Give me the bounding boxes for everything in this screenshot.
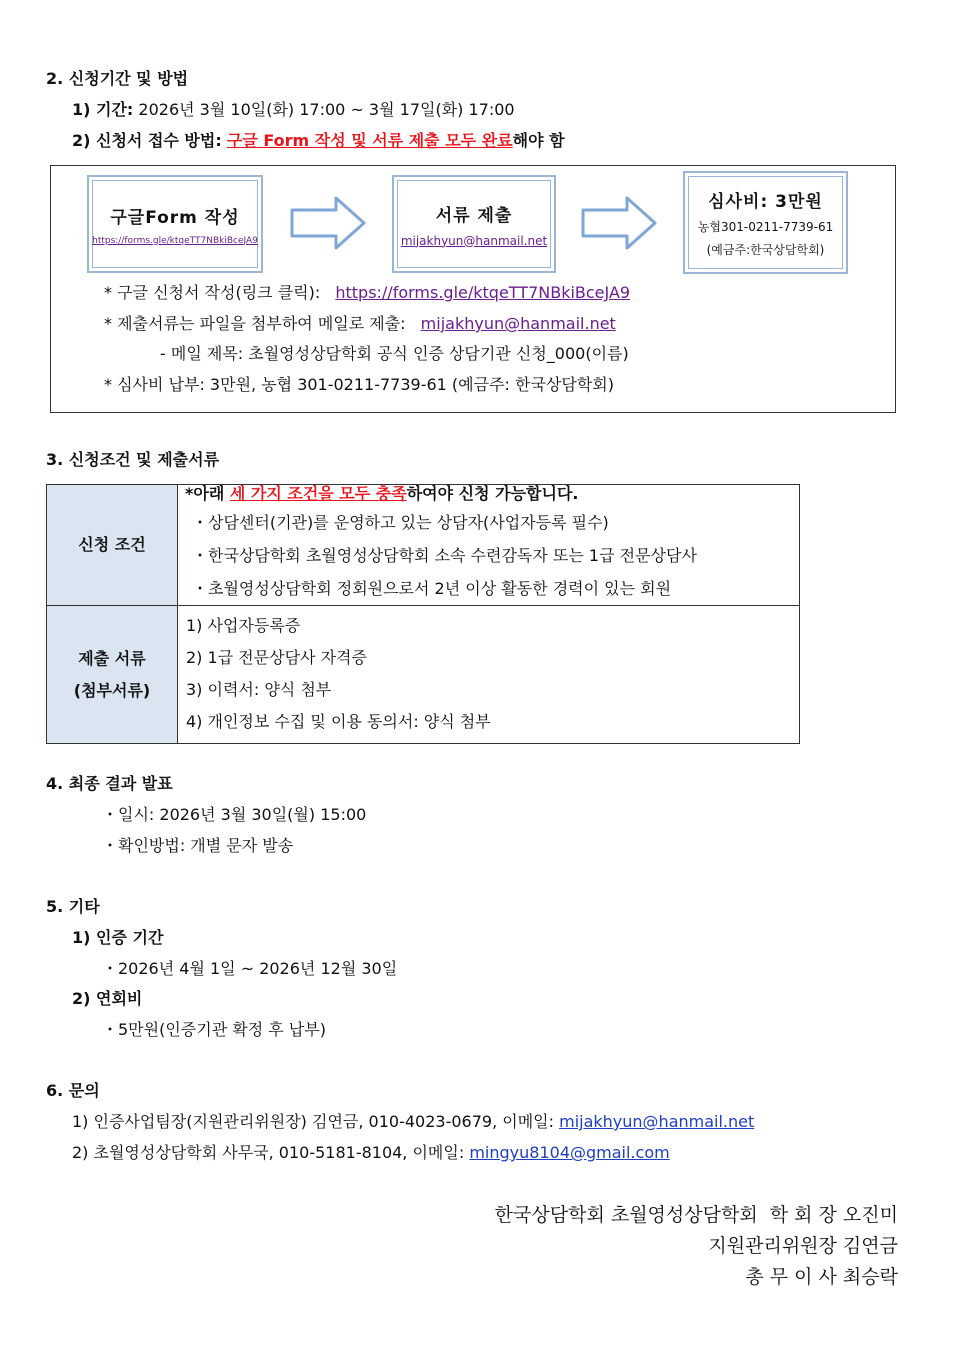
conditions-intro-red: 세 가지 조건을 모두 충족: [229, 484, 407, 503]
method-row: [72, 128, 565, 151]
note-google-form-link[interactable]: https://forms.gle/ktqeTT7NBkiBceJA9: [335, 283, 631, 302]
period-row: [72, 97, 515, 120]
signature-committee-chair: 지원관리위원장 김연금: [708, 1235, 898, 1257]
section-2-heading: 2. 신청기간 및 방법: [46, 69, 189, 88]
contact-1-text: 1) 인증사업팀장(지원관리위원장) 김연금, 010-4023-0679, 이메일:: [72, 1112, 555, 1131]
note-email-submit: [104, 311, 616, 334]
signature-general-director: 총 무 이 사 최승락: [745, 1266, 898, 1288]
conditions-intro: [178, 485, 799, 513]
certification-period-value: ・2026년 4월 1일 ~ 2026년 12월 30일: [102, 959, 398, 978]
contact-2: [72, 1140, 670, 1163]
document-item: 2) 1급 전문상담사 자격증: [186, 648, 367, 667]
conditions-table: [46, 484, 800, 744]
right-arrow-icon: [290, 196, 366, 250]
period-value: 2026년 3월 10일(화) 17:00 ~ 3월 17일(화) 17:00: [138, 100, 515, 119]
method-suffix: 해야 함: [512, 131, 565, 150]
flow-step-documents-title: 서류 제출: [435, 205, 513, 226]
document-item: 4) 개인정보 수집 및 이용 동의서: 양식 첨부: [186, 712, 491, 731]
note-fee: * 심사비 납부: 3만원, 농협 301-0211-7739-61 (예금주: 한국상담학회): [104, 375, 614, 394]
contact-2-email[interactable]: mingyu8104@gmail.com: [469, 1143, 670, 1162]
result-date: ・일시: 2026년 3월 30일(월) 15:00: [102, 805, 367, 824]
flow-step-documents-email[interactable]: mijakhyun@hanmail.net: [400, 233, 548, 248]
certification-period-label: 1) 인증 기간: [72, 928, 164, 947]
contact-2-text: 2) 초월영성상담학회 사무국, 010-5181-8104, 이메일:: [72, 1143, 465, 1162]
conditions-intro-prefix: *아래: [185, 484, 230, 503]
conditions-header: 신청 조건: [47, 485, 178, 606]
section-5-heading: 5. 기타: [46, 897, 100, 916]
condition-item: ・한국상담학회 초월영성상담학회 소속 수련감독자 또는 1급 전문상담사: [192, 546, 697, 565]
contact-1: [72, 1109, 754, 1132]
flow-step-google-form-link[interactable]: https://forms.gle/ktqeTT7NBkiBceJA9: [92, 235, 258, 246]
note-google-form-label: * 구글 신청서 작성(링크 클릭):: [104, 283, 321, 302]
note-google-form: [104, 280, 630, 303]
documents-cell: [178, 606, 800, 744]
flow-step-google-form-title: 구글Form 작성: [110, 207, 240, 228]
conditions-intro-suffix: 하여야 신청 가능합니다.: [406, 484, 579, 503]
note-email-submit-label: * 제출서류는 파일을 첨부하여 메일로 제출:: [104, 314, 406, 333]
contact-1-email[interactable]: mijakhyun@hanmail.net: [559, 1112, 755, 1131]
documents-header: [47, 606, 178, 744]
flow-step-fee-holder: (예금주:한국상담학회): [706, 243, 825, 257]
documents-header-line2: (첨부서류): [73, 680, 151, 700]
flow-step-fee-title: 심사비: 3만원: [708, 192, 823, 212]
section-4-heading: 4. 최종 결과 발표: [46, 774, 173, 793]
annual-fee-value: ・5만원(인증기관 확정 후 납부): [102, 1020, 326, 1039]
document-item: 1) 사업자등록증: [186, 616, 301, 635]
document-item: 3) 이력서: 양식 첨부: [186, 680, 332, 699]
annual-fee-label: 2) 연회비: [72, 989, 143, 1008]
documents-header-line1: 제출 서류: [78, 648, 146, 668]
condition-item: ・초월영성상담학회 정회원으로서 2년 이상 활동한 경력이 있는 회원: [192, 579, 672, 598]
period-label: 1) 기간:: [72, 100, 134, 119]
method-red-text: 구글 Form 작성 및 서류 제출 모두 완료: [226, 131, 513, 150]
signature-president: 한국상담학회 초월영성상담학회 학 회 장 오진미: [494, 1204, 898, 1226]
flow-step-fee-account: 농협301-0211-7739-61: [697, 220, 834, 234]
section-6-heading: 6. 문의: [46, 1081, 100, 1100]
method-label: 2) 신청서 접수 방법:: [72, 131, 222, 150]
right-arrow-icon: [581, 196, 657, 250]
flow-step-fee: [683, 171, 848, 274]
note-email-submit-link[interactable]: mijakhyun@hanmail.net: [420, 314, 616, 333]
note-email-subject: - 메일 제목: 초월영성상담학회 공식 인증 상담기관 신청_000(이름): [160, 344, 629, 363]
condition-item: ・상담센터(기관)를 운영하고 있는 상담자(사업자등록 필수): [192, 513, 609, 532]
flow-step-documents: [392, 175, 556, 273]
result-method: ・확인방법: 개별 문자 발송: [102, 836, 294, 855]
flow-step-google-form: [87, 175, 263, 273]
conditions-cell: [178, 485, 800, 606]
section-3-heading: 3. 신청조건 및 제출서류: [46, 450, 220, 469]
